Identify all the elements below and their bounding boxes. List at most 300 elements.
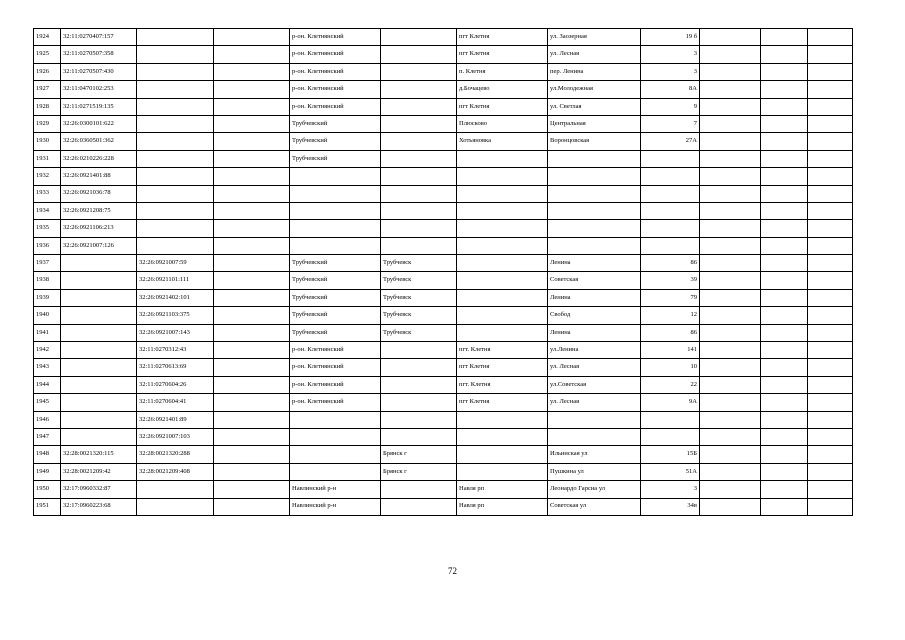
table-cell-blank-cell — [761, 98, 808, 115]
table-cell-city — [381, 376, 457, 393]
table-cell-district — [290, 168, 381, 185]
table-cell-cadastral-number-2 — [137, 202, 214, 219]
table-cell-cadastral-number-2 — [137, 63, 214, 80]
table-cell-district — [290, 463, 381, 480]
table-cell-cadastral-number: 32:26:0921106:213 — [61, 220, 137, 237]
table-cell-settlement: п. Клетня — [457, 63, 548, 80]
table-row — [34, 98, 853, 115]
table-cell-house-number — [641, 220, 700, 237]
table-cell-blank-cell — [700, 376, 761, 393]
table-cell-settlement: пгт. Клетня — [457, 376, 548, 393]
table-cell-district: Трубчевский — [290, 255, 381, 272]
table-cell-city: Трубчевск — [381, 289, 457, 306]
table-cell-house-number: 27А — [641, 133, 700, 150]
table-cell-blank-cell — [761, 168, 808, 185]
table-cell-settlement: пгт Клетня — [457, 98, 548, 115]
table-cell-city — [381, 133, 457, 150]
table-cell-settlement: пгт. Клетня — [457, 342, 548, 359]
table-row — [34, 428, 853, 445]
table-cell-row-number: 1949 — [34, 463, 61, 480]
table-cell-blank-cell — [700, 342, 761, 359]
table-cell-street — [548, 428, 641, 445]
table-cell-row-number: 1946 — [34, 411, 61, 428]
table-cell-cadastral-number — [61, 255, 137, 272]
table-cell-house-number: 9А — [641, 394, 700, 411]
table-cell-city: Трубчевск — [381, 255, 457, 272]
table-cell-cadastral-number-2: 32:26:0921103:375 — [137, 307, 214, 324]
table-cell-cadastral-number: 32:26:0210226:228 — [61, 150, 137, 167]
table-cell-house-number: 3 — [641, 46, 700, 63]
table-row — [34, 81, 853, 98]
table-cell-street — [548, 237, 641, 254]
table-cell-district: Трубчевский — [290, 133, 381, 150]
table-cell-district: Трубчевский — [290, 272, 381, 289]
table-cell-city — [381, 498, 457, 515]
table-cell-cadastral-number: 32:26:0921007:126 — [61, 237, 137, 254]
table-row — [34, 46, 853, 63]
table-cell-street: Центральная — [548, 115, 641, 132]
table-cell-cadastral-number — [61, 342, 137, 359]
table-cell-blank-cell — [761, 411, 808, 428]
table-cell-city: Трубчевск — [381, 272, 457, 289]
table-row — [34, 463, 853, 480]
table-row — [34, 185, 853, 202]
table-cell-house-number: 7 — [641, 115, 700, 132]
table-cell-blank-cell — [700, 272, 761, 289]
table-cell-cadastral-number — [61, 289, 137, 306]
table-cell-blank-cell — [700, 46, 761, 63]
table-cell-settlement: Навля рп — [457, 498, 548, 515]
table-cell-blank-cell — [700, 29, 761, 46]
table-cell-blank-cell — [761, 376, 808, 393]
table-cell-street: ул.Советская — [548, 376, 641, 393]
table-cell-cadastral-number-2: 32:26:0921401:89 — [137, 411, 214, 428]
table-cell-cadastral-number-2: 32:26:0921007:59 — [137, 255, 214, 272]
table-cell-house-number: 39 — [641, 272, 700, 289]
table-cell-settlement — [457, 255, 548, 272]
table-cell-settlement — [457, 324, 548, 341]
table-cell-city: Трубчевск — [381, 307, 457, 324]
table-cell-house-number: 141 — [641, 342, 700, 359]
table-cell-cadastral-number — [61, 359, 137, 376]
table-cell-street: ул. Светлая — [548, 98, 641, 115]
table-cell-blank-cell — [808, 428, 853, 445]
table-cell-cadastral-number: 32:26:0360501:362 — [61, 133, 137, 150]
table-cell-house-number: 15Б — [641, 446, 700, 463]
table-cell-city — [381, 168, 457, 185]
table-cell-house-number: 79 — [641, 289, 700, 306]
table-cell-blank-cell — [761, 342, 808, 359]
table-cell-blank-cell — [214, 394, 290, 411]
table-cell-blank-cell — [700, 307, 761, 324]
table-cell-cadastral-number-2 — [137, 168, 214, 185]
table-cell-blank-cell — [700, 289, 761, 306]
table-cell-district — [290, 220, 381, 237]
table-cell-cadastral-number: 32:28:0021320:115 — [61, 446, 137, 463]
table-cell-row-number: 1934 — [34, 202, 61, 219]
table-cell-settlement: пгт Клетня — [457, 29, 548, 46]
table-cell-blank-cell — [700, 237, 761, 254]
table-cell-street — [548, 220, 641, 237]
table-cell-blank-cell — [700, 185, 761, 202]
table-cell-blank-cell — [808, 342, 853, 359]
table-cell-cadastral-number — [61, 376, 137, 393]
table-cell-cadastral-number-2: 32:26:0921007:103 — [137, 428, 214, 445]
table-cell-city — [381, 202, 457, 219]
table-cell-row-number: 1945 — [34, 394, 61, 411]
table-cell-cadastral-number — [61, 324, 137, 341]
table-cell-district: Трубчевский — [290, 115, 381, 132]
table-cell-district — [290, 446, 381, 463]
table-cell-city — [381, 185, 457, 202]
table-cell-blank-cell — [214, 29, 290, 46]
table-cell-city — [381, 220, 457, 237]
table-cell-district: Трубчевский — [290, 324, 381, 341]
table-cell-row-number: 1924 — [34, 29, 61, 46]
table-cell-blank-cell — [761, 115, 808, 132]
table-cell-street: Пушкина ул — [548, 463, 641, 480]
table-row — [34, 29, 853, 46]
table-cell-city — [381, 46, 457, 63]
table-cell-settlement: пгт Клетня — [457, 46, 548, 63]
table-cell-row-number: 1933 — [34, 185, 61, 202]
table-cell-settlement: Хотьяновка — [457, 133, 548, 150]
table-cell-house-number — [641, 150, 700, 167]
table-cell-house-number — [641, 411, 700, 428]
table-cell-row-number: 1929 — [34, 115, 61, 132]
table-cell-blank-cell — [700, 63, 761, 80]
table-cell-cadastral-number-2 — [137, 237, 214, 254]
table-cell-blank-cell — [214, 481, 290, 498]
table-cell-city — [381, 63, 457, 80]
table-cell-blank-cell — [214, 463, 290, 480]
table-cell-cadastral-number — [61, 394, 137, 411]
table-cell-cadastral-number-2: 32:11:0270312:43 — [137, 342, 214, 359]
table-cell-row-number: 1940 — [34, 307, 61, 324]
table-row — [34, 255, 853, 272]
table-cell-city — [381, 359, 457, 376]
table-cell-blank-cell — [808, 324, 853, 341]
table-cell-blank-cell — [808, 185, 853, 202]
table-cell-blank-cell — [761, 428, 808, 445]
table-cell-blank-cell — [214, 220, 290, 237]
table-cell-cadastral-number: 32:11:0271519:135 — [61, 98, 137, 115]
table-cell-blank-cell — [761, 394, 808, 411]
table-cell-blank-cell — [214, 98, 290, 115]
table-row — [34, 220, 853, 237]
table-cell-cadastral-number: 32:11:0270407:157 — [61, 29, 137, 46]
table-cell-blank-cell — [761, 133, 808, 150]
table-cell-blank-cell — [761, 46, 808, 63]
table-cell-row-number: 1935 — [34, 220, 61, 237]
table-cell-blank-cell — [700, 359, 761, 376]
table-cell-cadastral-number — [61, 411, 137, 428]
table-cell-blank-cell — [808, 376, 853, 393]
table-cell-cadastral-number-2 — [137, 150, 214, 167]
table-cell-cadastral-number: 32:28:0021209:42 — [61, 463, 137, 480]
table-cell-blank-cell — [761, 272, 808, 289]
table-cell-house-number: 34в — [641, 498, 700, 515]
table-cell-blank-cell — [214, 446, 290, 463]
table-cell-cadastral-number-2 — [137, 185, 214, 202]
table-cell-street: ул. Лесная — [548, 46, 641, 63]
table-cell-house-number: 10 — [641, 359, 700, 376]
table-row — [34, 324, 853, 341]
table-cell-settlement — [457, 150, 548, 167]
table-cell-row-number: 1937 — [34, 255, 61, 272]
table-cell-blank-cell — [761, 185, 808, 202]
table-row — [34, 307, 853, 324]
table-cell-blank-cell — [700, 202, 761, 219]
table-cell-blank-cell — [700, 81, 761, 98]
table-cell-house-number — [641, 202, 700, 219]
table-cell-house-number — [641, 168, 700, 185]
table-cell-cadastral-number-2 — [137, 133, 214, 150]
table-cell-blank-cell — [808, 272, 853, 289]
table-cell-city: Брянск г — [381, 446, 457, 463]
table-cell-cadastral-number: 32:11:0470102:253 — [61, 81, 137, 98]
table-cell-blank-cell — [808, 168, 853, 185]
table-cell-house-number: 22 — [641, 376, 700, 393]
table-cell-house-number — [641, 237, 700, 254]
table-cell-city — [381, 29, 457, 46]
table-cell-blank-cell — [761, 81, 808, 98]
table-cell-cadastral-number — [61, 428, 137, 445]
table-cell-blank-cell — [808, 29, 853, 46]
table-cell-cadastral-number: 32:26:0921401:88 — [61, 168, 137, 185]
table-cell-street: ул. Лесная — [548, 359, 641, 376]
table-cell-district: Трубчевский — [290, 150, 381, 167]
table-cell-blank-cell — [808, 289, 853, 306]
table-cell-blank-cell — [214, 202, 290, 219]
table-cell-settlement — [457, 289, 548, 306]
table-cell-settlement — [457, 463, 548, 480]
table-cell-blank-cell — [761, 237, 808, 254]
table-cell-row-number: 1930 — [34, 133, 61, 150]
table-cell-row-number: 1948 — [34, 446, 61, 463]
table-cell-house-number: 12 — [641, 307, 700, 324]
table-cell-district: р-он. Клетнянский — [290, 394, 381, 411]
table-cell-cadastral-number: 32:11:0270507:358 — [61, 46, 137, 63]
table-cell-district: р-он. Клетнянский — [290, 63, 381, 80]
table-cell-cadastral-number-2: 32:28:0021209:408 — [137, 463, 214, 480]
table-cell-settlement — [457, 411, 548, 428]
table-cell-house-number: 51А — [641, 463, 700, 480]
table-cell-blank-cell — [808, 115, 853, 132]
table-row — [34, 168, 853, 185]
table-cell-city: Брянск г — [381, 463, 457, 480]
table-row — [34, 498, 853, 515]
table-cell-cadastral-number-2: 32:11:0270613:69 — [137, 359, 214, 376]
table-cell-row-number: 1936 — [34, 237, 61, 254]
table-cell-blank-cell — [214, 255, 290, 272]
table-cell-city — [381, 81, 457, 98]
table-cell-cadastral-number-2 — [137, 29, 214, 46]
table-cell-street: ул. Лесная — [548, 394, 641, 411]
table-row — [34, 394, 853, 411]
table-cell-house-number: 8А — [641, 81, 700, 98]
table-cell-settlement: Навля рп — [457, 481, 548, 498]
table-cell-district: Навлинский р-н — [290, 498, 381, 515]
table-cell-blank-cell — [700, 446, 761, 463]
table-cell-cadastral-number: 32:11:0270507:430 — [61, 63, 137, 80]
table-cell-street: ул.Молодежная — [548, 81, 641, 98]
table-cell-blank-cell — [808, 150, 853, 167]
table-cell-street — [548, 185, 641, 202]
table-cell-city — [381, 481, 457, 498]
table-cell-city — [381, 115, 457, 132]
table-cell-blank-cell — [700, 133, 761, 150]
table-cell-city — [381, 411, 457, 428]
table-cell-street: Ленина — [548, 255, 641, 272]
table-cell-blank-cell — [808, 394, 853, 411]
table-cell-cadastral-number-2: 32:11:0270604:41 — [137, 394, 214, 411]
table-cell-street: пер. Ленина — [548, 63, 641, 80]
table-cell-blank-cell — [761, 289, 808, 306]
table-cell-row-number: 1951 — [34, 498, 61, 515]
table-cell-settlement: пгт Клетня — [457, 394, 548, 411]
table-cell-cadastral-number-2 — [137, 115, 214, 132]
table-cell-blank-cell — [808, 255, 853, 272]
table-cell-house-number — [641, 185, 700, 202]
table-cell-city — [381, 342, 457, 359]
table-cell-district: р-он. Клетнянский — [290, 376, 381, 393]
table-row — [34, 150, 853, 167]
table-cell-settlement — [457, 202, 548, 219]
table-cell-cadastral-number-2: 32:11:0270604:26 — [137, 376, 214, 393]
table-cell-house-number — [641, 428, 700, 445]
table-cell-street — [548, 202, 641, 219]
table-cell-blank-cell — [214, 376, 290, 393]
table-cell-blank-cell — [761, 481, 808, 498]
table-cell-settlement — [457, 237, 548, 254]
table-cell-settlement — [457, 220, 548, 237]
table-row — [34, 481, 853, 498]
table-cell-district: р-он. Клетнянский — [290, 342, 381, 359]
table-cell-blank-cell — [700, 463, 761, 480]
table-cell-street: ул.Ленина — [548, 342, 641, 359]
table-cell-district: р-он. Клетнянский — [290, 359, 381, 376]
table-cell-blank-cell — [700, 324, 761, 341]
table-cell-city — [381, 150, 457, 167]
table-cell-blank-cell — [808, 133, 853, 150]
table-cell-cadastral-number: 32:26:0300101:622 — [61, 115, 137, 132]
table-cell-blank-cell — [761, 324, 808, 341]
table-row — [34, 133, 853, 150]
table-row — [34, 289, 853, 306]
table-body — [34, 29, 853, 516]
table-cell-house-number: 19 б — [641, 29, 700, 46]
table-cell-row-number: 1947 — [34, 428, 61, 445]
table-cell-settlement: Плюсково — [457, 115, 548, 132]
table-cell-blank-cell — [808, 237, 853, 254]
table-cell-blank-cell — [214, 359, 290, 376]
table-cell-blank-cell — [700, 481, 761, 498]
table-cell-blank-cell — [761, 202, 808, 219]
table-cell-settlement — [457, 307, 548, 324]
table-cell-blank-cell — [214, 237, 290, 254]
table-cell-blank-cell — [214, 342, 290, 359]
registry-table — [33, 28, 853, 516]
page-number: 72 — [448, 566, 457, 576]
table-cell-row-number: 1938 — [34, 272, 61, 289]
table-cell-blank-cell — [214, 185, 290, 202]
table-cell-blank-cell — [214, 324, 290, 341]
table-cell-street: Ленина — [548, 324, 641, 341]
table-cell-blank-cell — [700, 150, 761, 167]
table-cell-row-number: 1927 — [34, 81, 61, 98]
table-cell-blank-cell — [808, 63, 853, 80]
table-cell-settlement — [457, 446, 548, 463]
table-cell-district — [290, 185, 381, 202]
table-cell-row-number: 1950 — [34, 481, 61, 498]
table-cell-cadastral-number-2 — [137, 481, 214, 498]
table-cell-blank-cell — [808, 81, 853, 98]
table-row — [34, 359, 853, 376]
table-cell-street: Ленина — [548, 289, 641, 306]
table-cell-cadastral-number: 32:17:0960223:68 — [61, 498, 137, 515]
table-cell-blank-cell — [700, 394, 761, 411]
table-cell-district: р-он. Клетнянский — [290, 81, 381, 98]
table-cell-city — [381, 428, 457, 445]
table-cell-blank-cell — [214, 81, 290, 98]
table-cell-blank-cell — [808, 46, 853, 63]
table-cell-street — [548, 168, 641, 185]
table-cell-district — [290, 428, 381, 445]
table-row — [34, 342, 853, 359]
table-cell-blank-cell — [700, 168, 761, 185]
table-cell-blank-cell — [214, 289, 290, 306]
table-cell-blank-cell — [761, 498, 808, 515]
table-cell-cadastral-number-2: 32:28:0021320:288 — [137, 446, 214, 463]
table-cell-blank-cell — [761, 220, 808, 237]
table-row — [34, 63, 853, 80]
table-cell-settlement — [457, 428, 548, 445]
table-cell-blank-cell — [214, 307, 290, 324]
table-cell-blank-cell — [700, 255, 761, 272]
table-cell-street — [548, 150, 641, 167]
table-row — [34, 446, 853, 463]
table-cell-cadastral-number — [61, 307, 137, 324]
table-cell-settlement — [457, 272, 548, 289]
table-cell-blank-cell — [808, 411, 853, 428]
table-cell-blank-cell — [808, 481, 853, 498]
table-cell-settlement: пгт Клетня — [457, 359, 548, 376]
table-cell-blank-cell — [808, 498, 853, 515]
table-row — [34, 115, 853, 132]
table-cell-blank-cell — [808, 463, 853, 480]
table-cell-street: Воронцовская — [548, 133, 641, 150]
table-cell-blank-cell — [761, 29, 808, 46]
table-cell-cadastral-number-2 — [137, 81, 214, 98]
table-row — [34, 411, 853, 428]
table-cell-house-number: 3 — [641, 481, 700, 498]
table-cell-row-number: 1925 — [34, 46, 61, 63]
table-cell-blank-cell — [761, 446, 808, 463]
table-cell-blank-cell — [214, 272, 290, 289]
table-cell-blank-cell — [214, 168, 290, 185]
table-cell-district: р-он. Клетнянский — [290, 98, 381, 115]
table-cell-blank-cell — [214, 428, 290, 445]
table-cell-settlement — [457, 168, 548, 185]
table-cell-settlement — [457, 185, 548, 202]
table-cell-street: Леонардо Гарсиа ул — [548, 481, 641, 498]
table-row — [34, 272, 853, 289]
table-cell-district — [290, 237, 381, 254]
table-cell-blank-cell — [214, 133, 290, 150]
table-cell-street: Советская — [548, 272, 641, 289]
table-cell-blank-cell — [808, 220, 853, 237]
